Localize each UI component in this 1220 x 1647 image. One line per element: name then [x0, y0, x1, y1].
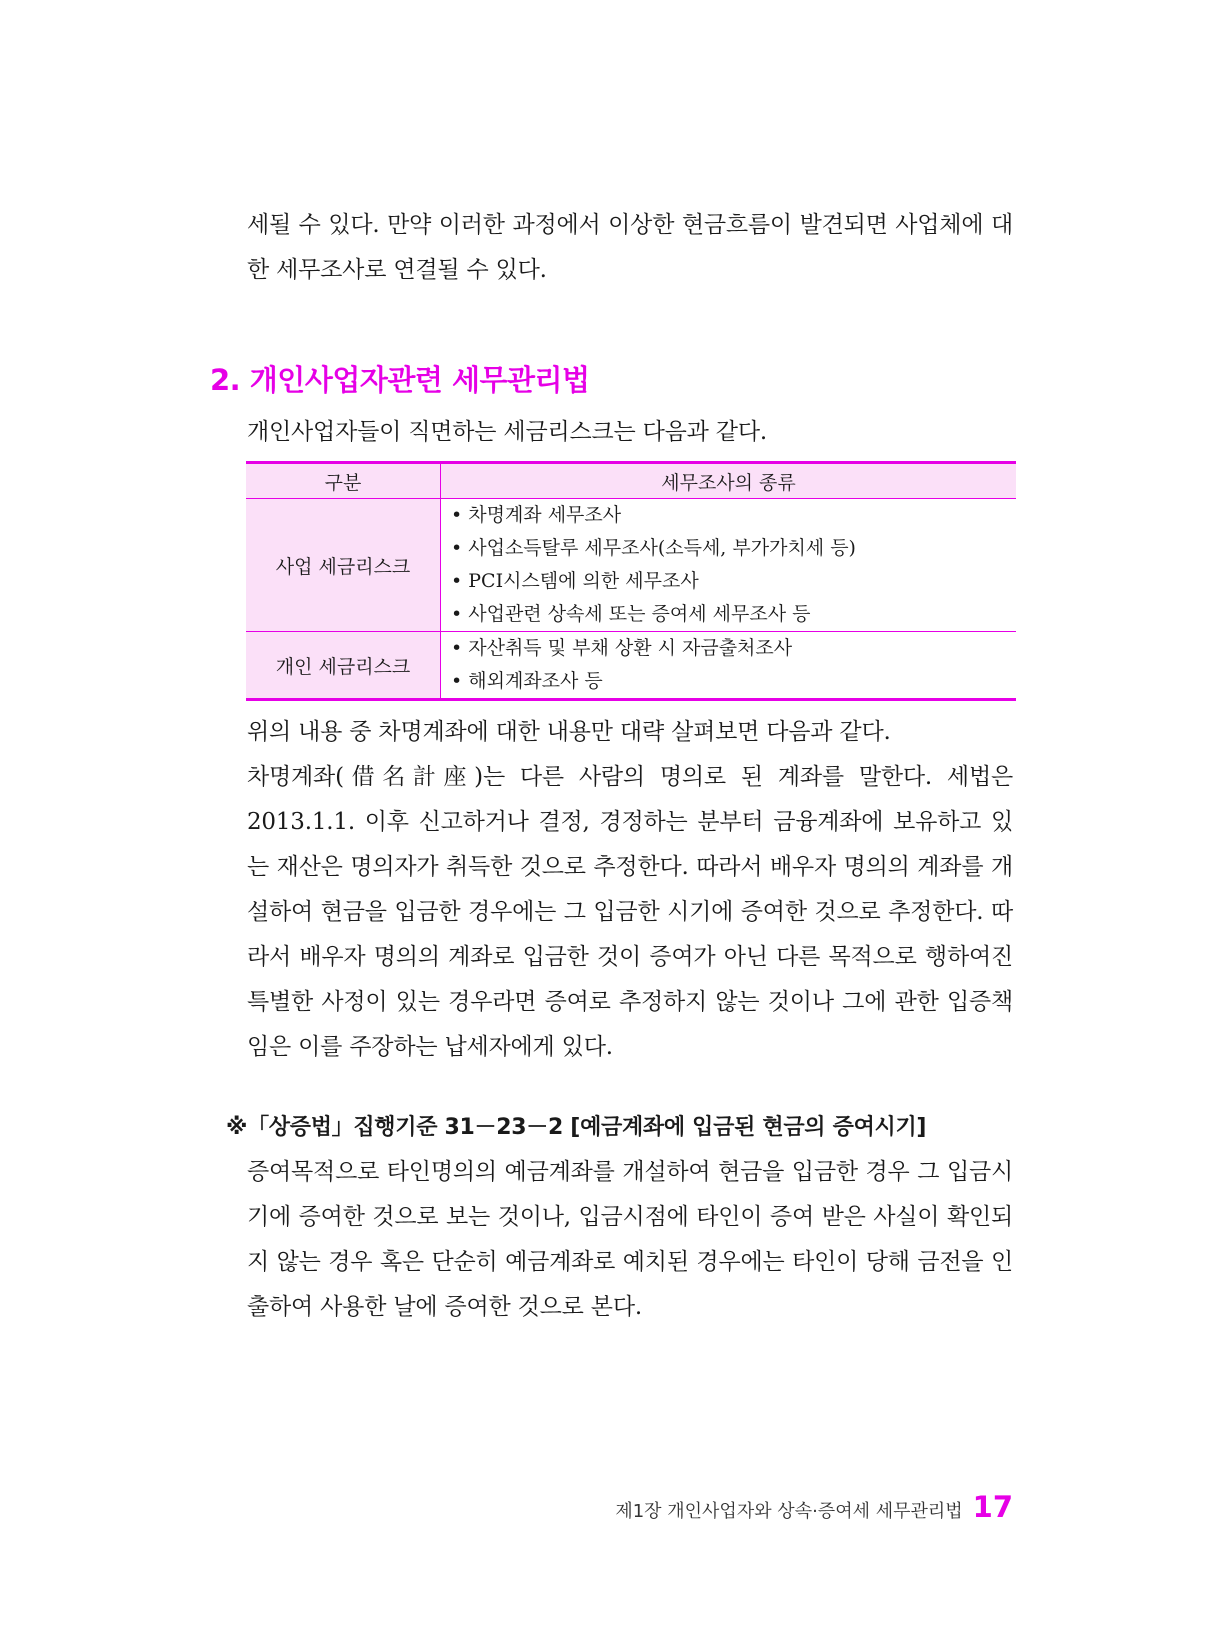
- table-header-row: [246, 463, 1016, 499]
- row-items-business: [441, 499, 1017, 632]
- row-items-personal: [441, 632, 1017, 700]
- page-number: 17: [972, 1490, 1013, 1524]
- list-item: • 해외계좌조사 등: [451, 665, 1016, 698]
- header-audit-types: 세무조사의 종류: [441, 463, 1017, 499]
- page-footer: [615, 1490, 1013, 1524]
- tax-risk-table: [246, 461, 1016, 701]
- list-item: • 사업관련 상속세 또는 증여세 세무조사 등: [451, 598, 1016, 631]
- borrowed-account-explanation: 차명계좌(借名計座)는 다른 사람의 명의로 된 계좌를 말한다. 세법은 2013.1.1. 이후 신고하거나 결정, 경정하는 분부터 금융계좌에 보유하고 있는 재산은 명의자가 취득한 것으로 추정한다. 따라서 배우자 명의의 계좌를 개설하여 현금을 입금한 경우에는 그 입금한 시기에 증여한 것으로 추정한다. 따라서 배우자 명의의 계좌로 입금한 것이 증여가 아닌 다른 목적으로 행하여진 특별한 사정이 있는 경우라면 증여로 추정하지 않는 것이나 그에 관한 입증책임은 이를 주장하는 납세자에게 있다.: [247, 764, 1013, 1060]
- row-category-business: 사업 세금리스크: [246, 499, 441, 632]
- intro-paragraph: 세될 수 있다. 만약 이러한 과정에서 이상한 현금흐름이 발견되면 사업체에 대한 세무조사로 연결될 수 있다.: [247, 212, 1013, 283]
- header-category: 구분: [246, 463, 441, 499]
- list-item: • 차명계좌 세무조사: [451, 499, 1016, 532]
- section-lead: 개인사업자들이 직면하는 세금리스크는 다음과 같다.: [247, 419, 767, 445]
- section-heading: 2. 개인사업자관련 세무관리법: [210, 363, 590, 397]
- list-item: • 자산취득 및 부채 상환 시 자금출처조사: [451, 632, 1016, 665]
- footer-chapter-title: 제1장 개인사업자와 상속·증여세 세무관리법: [615, 1501, 963, 1522]
- summary-intro: 위의 내용 중 차명계좌에 대한 내용만 대략 살펴보면 다음과 같다.: [247, 719, 891, 745]
- table-row: [246, 499, 1016, 632]
- table-row: [246, 632, 1016, 700]
- row-category-personal: 개인 세금리스크: [246, 632, 441, 700]
- list-item: • 사업소득탈루 세무조사(소득세, 부가가치세 등): [451, 532, 1016, 565]
- note-body: 증여목적으로 타인명의의 예금계좌를 개설하여 현금을 입금한 경우 그 입금시기에 증여한 것으로 보는 것이나, 입금시점에 타인이 증여 받은 사실이 확인되지 않는 경우 혹은 단순히 예금계좌로 예치된 경우에는 타인이 당해 금전을 인출하여 사용한 날에 증여한 것으로 본다.: [247, 1159, 1013, 1320]
- borrowed-account-text: [247, 710, 1013, 1070]
- list-item: • PCI시스템에 의한 세무조사: [451, 565, 1016, 598]
- note-heading: ※「상증법」집행기준 31－23－2 [예금계좌에 입금된 현금의 증여시기]: [226, 1115, 927, 1140]
